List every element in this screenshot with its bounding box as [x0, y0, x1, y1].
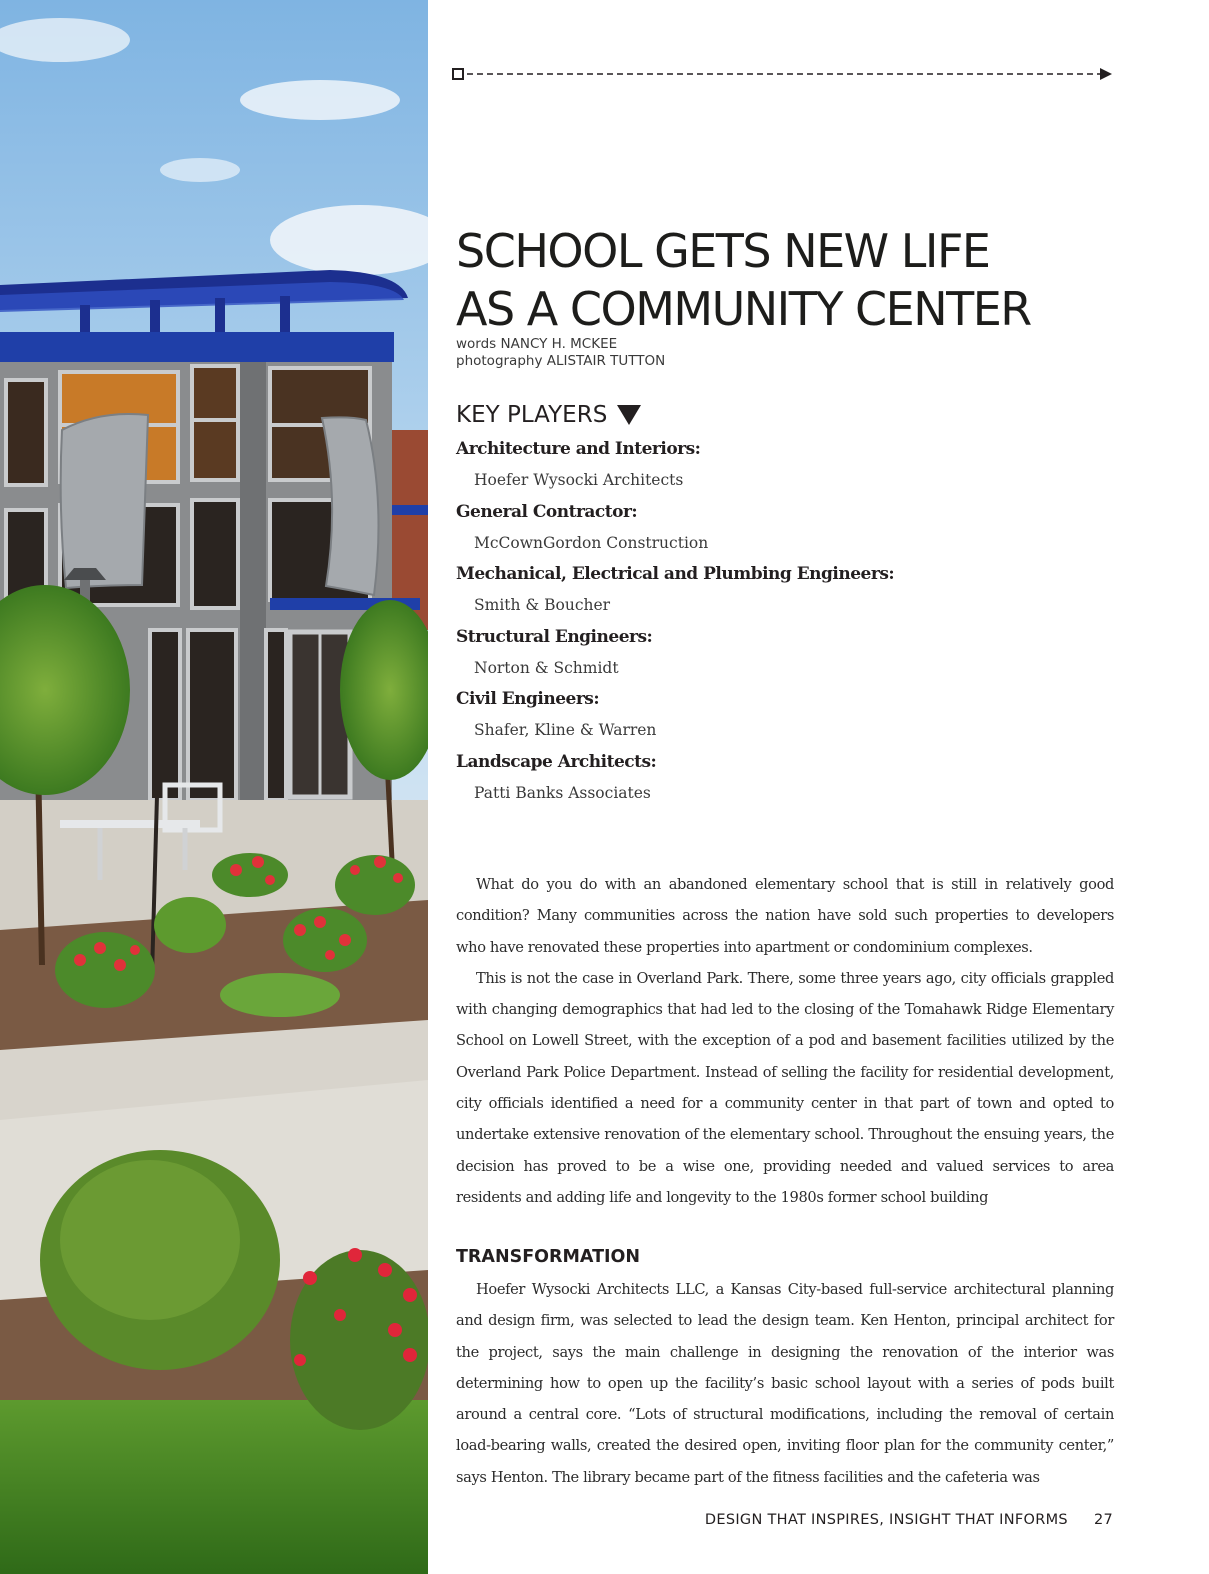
player-firm: Patti Banks Associates [474, 783, 651, 802]
page-number: 27 [1093, 1512, 1113, 1528]
triangle-down-icon [617, 405, 641, 425]
community-center-photo [0, 0, 428, 1574]
player-role: Landscape Architects: [456, 751, 657, 772]
bench [60, 820, 200, 828]
photo-illustration [0, 0, 428, 1574]
arrow-head-icon [1100, 68, 1112, 80]
player-firm: McCownGordon Construction [474, 533, 709, 552]
key-players-title: KEY PLAYERS [456, 402, 608, 428]
transformation-text [456, 1274, 1114, 1493]
player-firm: Hoefer Wysocki Architects [474, 471, 684, 489]
player-role: Architecture and Interiors: [456, 439, 701, 459]
player-role: General Contractor: [456, 501, 638, 522]
window [192, 366, 238, 480]
player-firm: Norton & Schmidt [474, 658, 619, 677]
writer-credit: words NANCY H. MCKEE [456, 336, 618, 352]
player-role: Civil Engineers: [456, 689, 600, 709]
dashed-arrow-rule [452, 66, 1118, 82]
window [192, 500, 238, 608]
headline-line-1: SCHOOL GETS NEW LIFE [456, 224, 990, 278]
body-paragraph: Hoefer Wysocki Architects LLC, a Kansas City-based full-service architectural planning and design firm, was selected to lead the design team. Ken Henton, principal architect for the project, says the main challenge in designing the renovation of the interior was determining how to open up the facility’s basic school layout with a series of pods built around a central core. “Lots of structural modifications, including the removal of certain load-bearing walls, created the desired open, inviting floor plan for the community center,” says Henton. The library became part of the fitness facilities and the cafeteria was [456, 1281, 1114, 1486]
window [150, 630, 180, 800]
body-paragraph: This is not the case in Overland Park. There, some three years ago, city officials grappled with changing demographics that had led to the closing of the Tomahawk Ridge Elementary School on Lowell Street, with the exception of a pod and basement facilities utilized by the Overland Park Police Department. Instead of selling the facility for residential development, city officials identified a need for a community center in that part of town and opted to undertake extensive renovation of the elementary school. Throughout the ensuing years, the decision has proved to be a wise one, providing needed and valued services to area residents and adding life and longevity to the 1980s former school building [456, 969, 1114, 1206]
player-firm: Shafer, Kline & Warren [474, 721, 657, 739]
footer-tagline: DESIGN THAT INSPIRES, INSIGHT THAT INFORMS [704, 1512, 1068, 1528]
flower-bed [212, 853, 288, 897]
intro-text [456, 869, 1114, 1213]
window [188, 630, 236, 800]
tower-blue-band [0, 332, 394, 362]
metal-fin [61, 414, 148, 588]
section-heading: TRANSFORMATION [456, 1247, 641, 1267]
page-footer [705, 1512, 1113, 1528]
photographer-credit: photography ALISTAIR TUTTON [456, 353, 666, 369]
cloud [160, 158, 240, 182]
window [6, 380, 46, 485]
player-firm: Smith & Boucher [474, 596, 611, 614]
player-role: Mechanical, Electrical and Plumbing Engineers: [456, 564, 895, 584]
article-credits [456, 336, 1114, 370]
player-role: Structural Engineers: [456, 626, 653, 647]
key-players-heading [456, 400, 1114, 430]
article-headline [456, 222, 1114, 338]
cloud [240, 80, 400, 120]
key-players-list [456, 434, 1114, 809]
headline-line-2: AS A COMMUNITY CENTER [456, 282, 1031, 336]
body-paragraph: What do you do with an abandoned elementary school that is still in relatively good condition? Many communities across the nation have sold such properties to developers who have renovated these properties into apartment or condominium complexes. [456, 876, 1114, 956]
square-icon [453, 69, 463, 79]
